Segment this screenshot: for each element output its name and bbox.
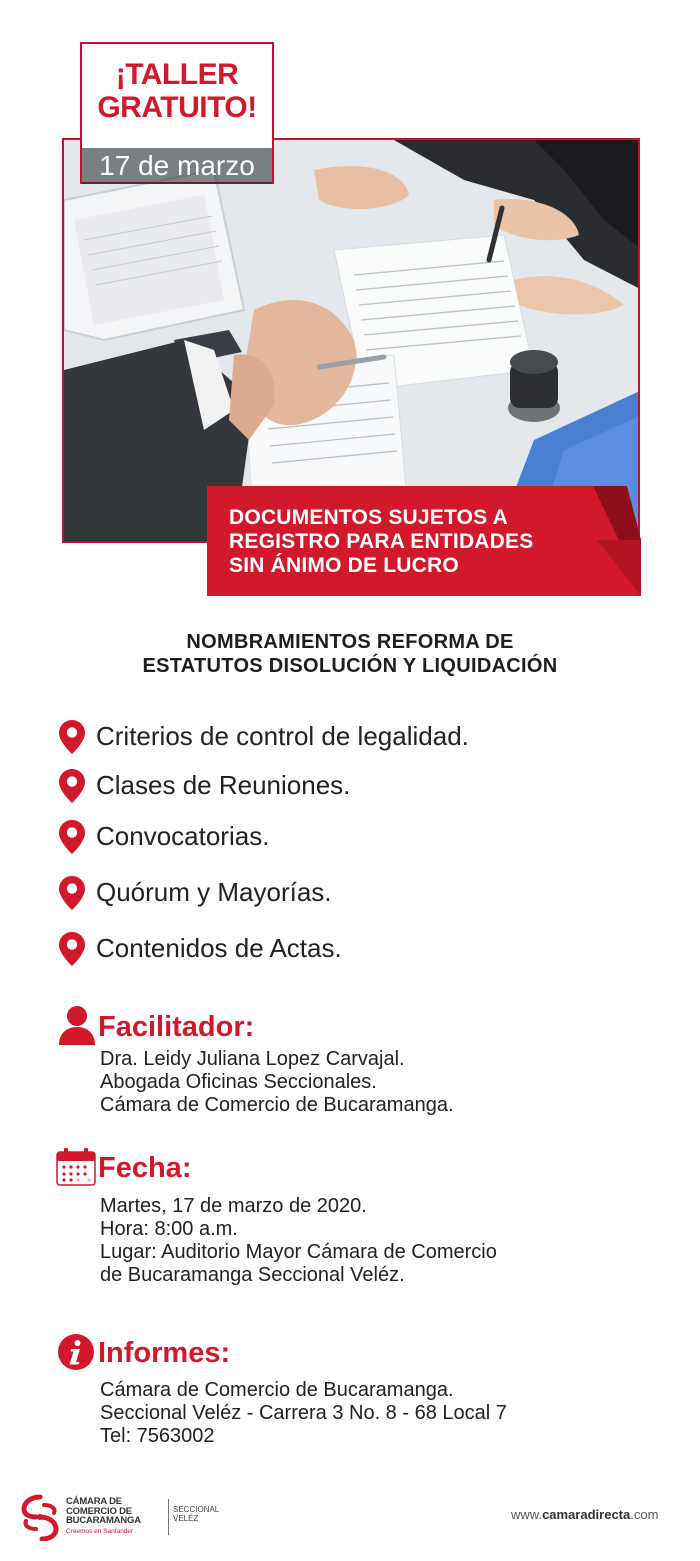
location-pin-icon (58, 875, 86, 911)
event-place: Lugar: Auditorio Mayor Cámara de Comercio (100, 1241, 497, 1263)
badge-title (82, 58, 272, 124)
seccional-line2: VELÉZ (173, 1514, 199, 1523)
location-pin-icon (58, 931, 86, 967)
seccional-line1: SECCIONAL (173, 1505, 220, 1514)
chamber-logo (18, 1493, 218, 1543)
calendar-icon (56, 1148, 96, 1186)
subtitle-line2: ESTATUTOS DISOLUCIÓN Y LIQUIDACIÓN (142, 655, 558, 677)
website-suffix: .com (630, 1507, 659, 1522)
event-date: Martes, 17 de marzo de 2020. (100, 1195, 367, 1217)
event-time: Hora: 8:00 a.m. (100, 1218, 238, 1240)
info-icon (57, 1333, 95, 1371)
title-banner (207, 486, 641, 596)
banner-line2: REGISTRO PARA ENTIDADES (229, 530, 534, 553)
location-pin-icon (58, 719, 86, 755)
badge-title-line1: ¡TALLER (115, 58, 239, 91)
subtitle-line1: NOMBRAMIENTOS REFORMA DE (186, 631, 514, 653)
chamber-logo-mark-icon (18, 1493, 62, 1541)
topic-label: Clases de Reuniones. (96, 770, 351, 800)
facilitator-heading: Facilitador: (98, 1011, 255, 1043)
logo-line2: COMERCIO DE (66, 1505, 132, 1517)
info-address: Seccional Veléz - Carrera 3 No. 8 - 68 Local 7 (100, 1402, 507, 1424)
info-phone: Tel: 7563002 (100, 1425, 215, 1447)
free-workshop-badge (80, 42, 274, 184)
website-link[interactable] (511, 1507, 658, 1522)
topic-label: Quórum y Mayorías. (96, 877, 332, 907)
topic-label: Convocatorias. (96, 821, 270, 851)
logo-line3: BUCARAMANGA (66, 1515, 141, 1526)
logo-divider (168, 1499, 169, 1535)
facilitator-name: Dra. Leidy Juliana Lopez Carvajal. (100, 1048, 405, 1070)
event-place-cont: de Bucaramanga Seccional Veléz. (100, 1264, 405, 1286)
facilitator-role: Abogada Oficinas Seccionales. (100, 1071, 377, 1093)
facilitator-details (100, 1048, 454, 1117)
hero-photo (62, 138, 640, 543)
info-details (100, 1379, 507, 1448)
logo-line1: CÁMARA DE (66, 1496, 122, 1507)
date-details (100, 1195, 497, 1287)
meeting-illustration (64, 140, 640, 543)
website-main: camaradirecta (542, 1507, 631, 1522)
date-heading: Fecha: (98, 1152, 192, 1184)
badge-title-line2: GRATUITO! (97, 91, 257, 124)
logo-seccional (173, 1505, 219, 1523)
logo-slogan: Creemos en Santander (66, 1528, 134, 1535)
banner-line1: DOCUMENTOS SUJETOS A (229, 506, 508, 529)
website-prefix: www. (511, 1507, 543, 1522)
person-icon (58, 1005, 96, 1045)
subtitle (0, 630, 700, 678)
info-org: Cámara de Comercio de Bucaramanga. (100, 1379, 454, 1401)
location-pin-icon (58, 768, 86, 804)
topic-label: Criterios de control de legalidad. (96, 721, 469, 751)
topic-label: Contenidos de Actas. (96, 933, 342, 963)
facilitator-org: Cámara de Comercio de Bucaramanga. (100, 1094, 454, 1116)
logo-wordmark (66, 1497, 141, 1526)
banner-line3: SIN ÁNIMO DE LUCRO (229, 554, 459, 577)
location-pin-icon (58, 819, 86, 855)
badge-date: 17 de marzo (82, 148, 272, 184)
banner-title (229, 506, 629, 578)
info-heading: Informes: (98, 1337, 231, 1369)
